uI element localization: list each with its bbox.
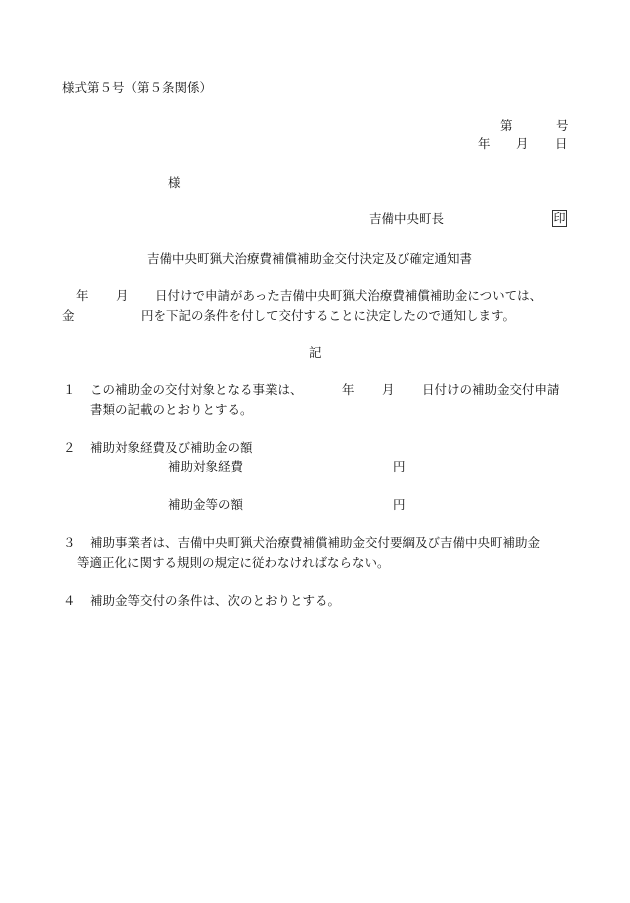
item1-number: １ [63, 382, 76, 397]
item1-month: 月 [382, 382, 395, 397]
seal-box: 印 [553, 211, 566, 225]
body-month: 月 [116, 288, 129, 303]
item4-text: 補助金等交付の条件は、次のとおりとする。 [90, 593, 341, 608]
item3-line1: 補助事業者は、吉備中央町猟犬治療費補償補助金交付要綱及び吉備中央町補助金 [90, 535, 541, 550]
item4-number: ４ [63, 593, 76, 608]
item1-text-a: この補助金の交付対象となる事業は、 [90, 382, 303, 397]
date-day: 日 [555, 136, 568, 151]
number-suffix: 号 [556, 118, 569, 133]
date-month: 月 [516, 136, 529, 151]
date-year: 年 [478, 136, 491, 151]
item2-row-unit: 円 [393, 459, 406, 474]
item1-text-b: 日付けの補助金交付申請 [422, 382, 560, 397]
item2-row-label: 補助対象経費 [168, 459, 244, 474]
body-line1-text: 日付けで申請があった吉備中央町猟犬治療費補償補助金については、 [155, 288, 543, 303]
body-kin: 金 [62, 308, 75, 323]
ki-heading: 記 [309, 345, 322, 360]
item2-text: 補助対象経費及び補助金の額 [90, 440, 253, 455]
item2-number: ２ [63, 440, 76, 455]
item3-number: ３ [63, 535, 76, 550]
item1-line2: 書類の記載のとおりとする。 [90, 402, 253, 417]
issuer-name: 吉備中央町長 [369, 211, 445, 226]
document-title: 吉備中央町猟犬治療費補償補助金交付決定及び確定通知書 [147, 251, 473, 266]
addressee-suffix: 様 [168, 175, 181, 190]
item3-line2: 等適正化に関する規則の規定に従わなければならない。 [77, 555, 390, 570]
body-line2-text: 円を下記の条件を付して交付することに決定したので通知します。 [141, 308, 516, 323]
item1-year: 年 [342, 382, 355, 397]
body-year: 年 [76, 288, 89, 303]
form-label: 様式第５号（第５条関係） [62, 80, 213, 95]
item2-row-unit: 円 [393, 497, 406, 512]
item2-row-label: 補助金等の額 [168, 497, 244, 512]
number-prefix: 第 [500, 118, 513, 133]
